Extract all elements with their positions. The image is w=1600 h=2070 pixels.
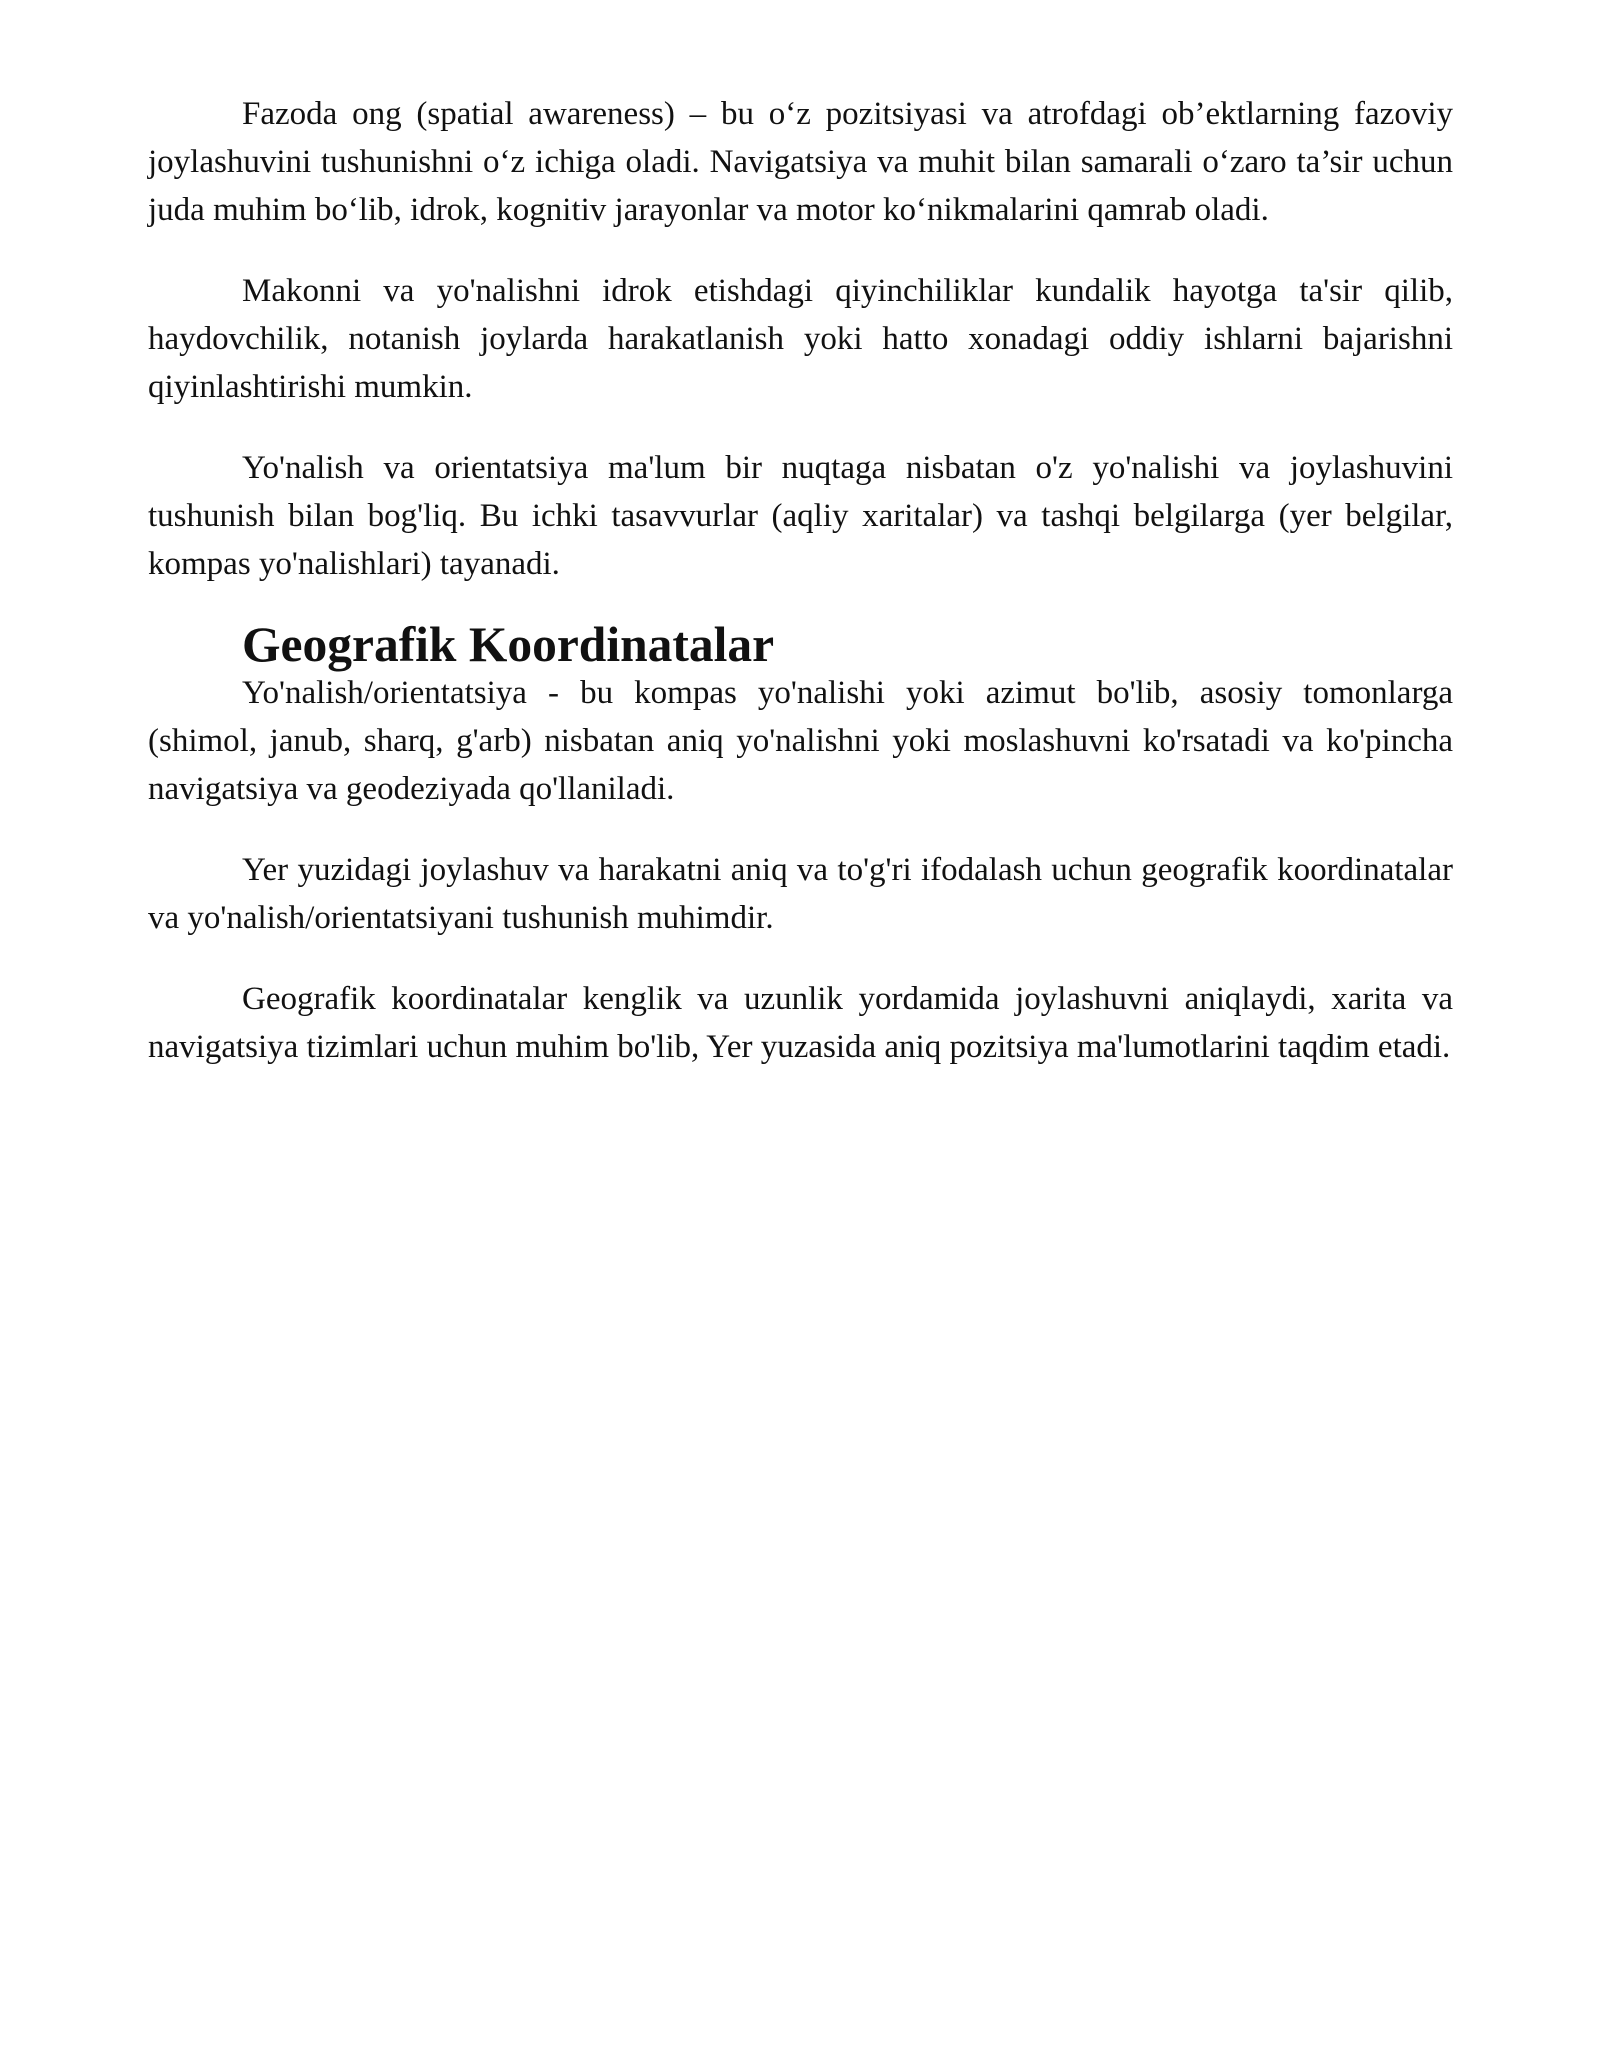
document-page [148,90,1453,1104]
paragraph-perception-difficulties: Makonni va yo'nalishni idrok etishdagi qiyinchiliklar kundalik hayotga ta'sir qilib, haydovchilik, notanish joylarda harakatlanish yoki hatto xonadagi oddiy ishlarni bajarishni qiyinlashtirishi mumkin. [148,273,1453,405]
section-heading: Geografik Koordinatalar [242,617,775,672]
paragraph-direction-orientation: Yo'nalish va orientatsiya ma'lum bir nuqtaga nisbatan o'z yo'nalishi va joylashuvini tushunish bilan bog'liq. Bu ichki tasavvurlar (aqliy xaritalar) va tashqi belgilarga (yer belgilar, kompas yo'nalishlari) tayanadi. [148,450,1453,582]
paragraph-latitude-longitude: Geografik koordinatalar kenglik va uzunlik yordamida joylashuvni aniqlaydi, xarita va navigatsiya tizimlari uchun muhim bo'lib, Yer yuzasida aniq pozitsiya ma'lumotlarini taqdim etadi. [148,981,1453,1065]
paragraph-spatial-awareness: Fazoda ong (spatial awareness) – bu o‘z pozitsiyasi va atrofdagi ob’ektlarning fazoviy joylashuvini tushunishni o‘z ichiga oladi. Navigatsiya va muhit bilan samarali o‘zaro ta’sir uchun juda muhim bo‘lib, idrok, kognitiv jarayonlar va motor ko‘nikmalarini qamrab oladi. [148,96,1453,228]
paragraph-coordinates-importance: Yer yuzidagi joylashuv va harakatni aniq va to'g'ri ifodalash uchun geografik koordinatalar va yo'nalish/orientatsiyani tushunish muhimdir. [148,852,1453,936]
paragraph-orientation-definition: Yo'nalish/orientatsiya - bu kompas yo'nalishi yoki azimut bo'lib, asosiy tomonlarga (shimol, janub, sharq, g'arb) nisbatan aniq yo'nalishni yoki moslashuvni ko'rsatadi va ko'pincha navigatsiya va geodeziyada qo'llaniladi. [148,675,1453,807]
